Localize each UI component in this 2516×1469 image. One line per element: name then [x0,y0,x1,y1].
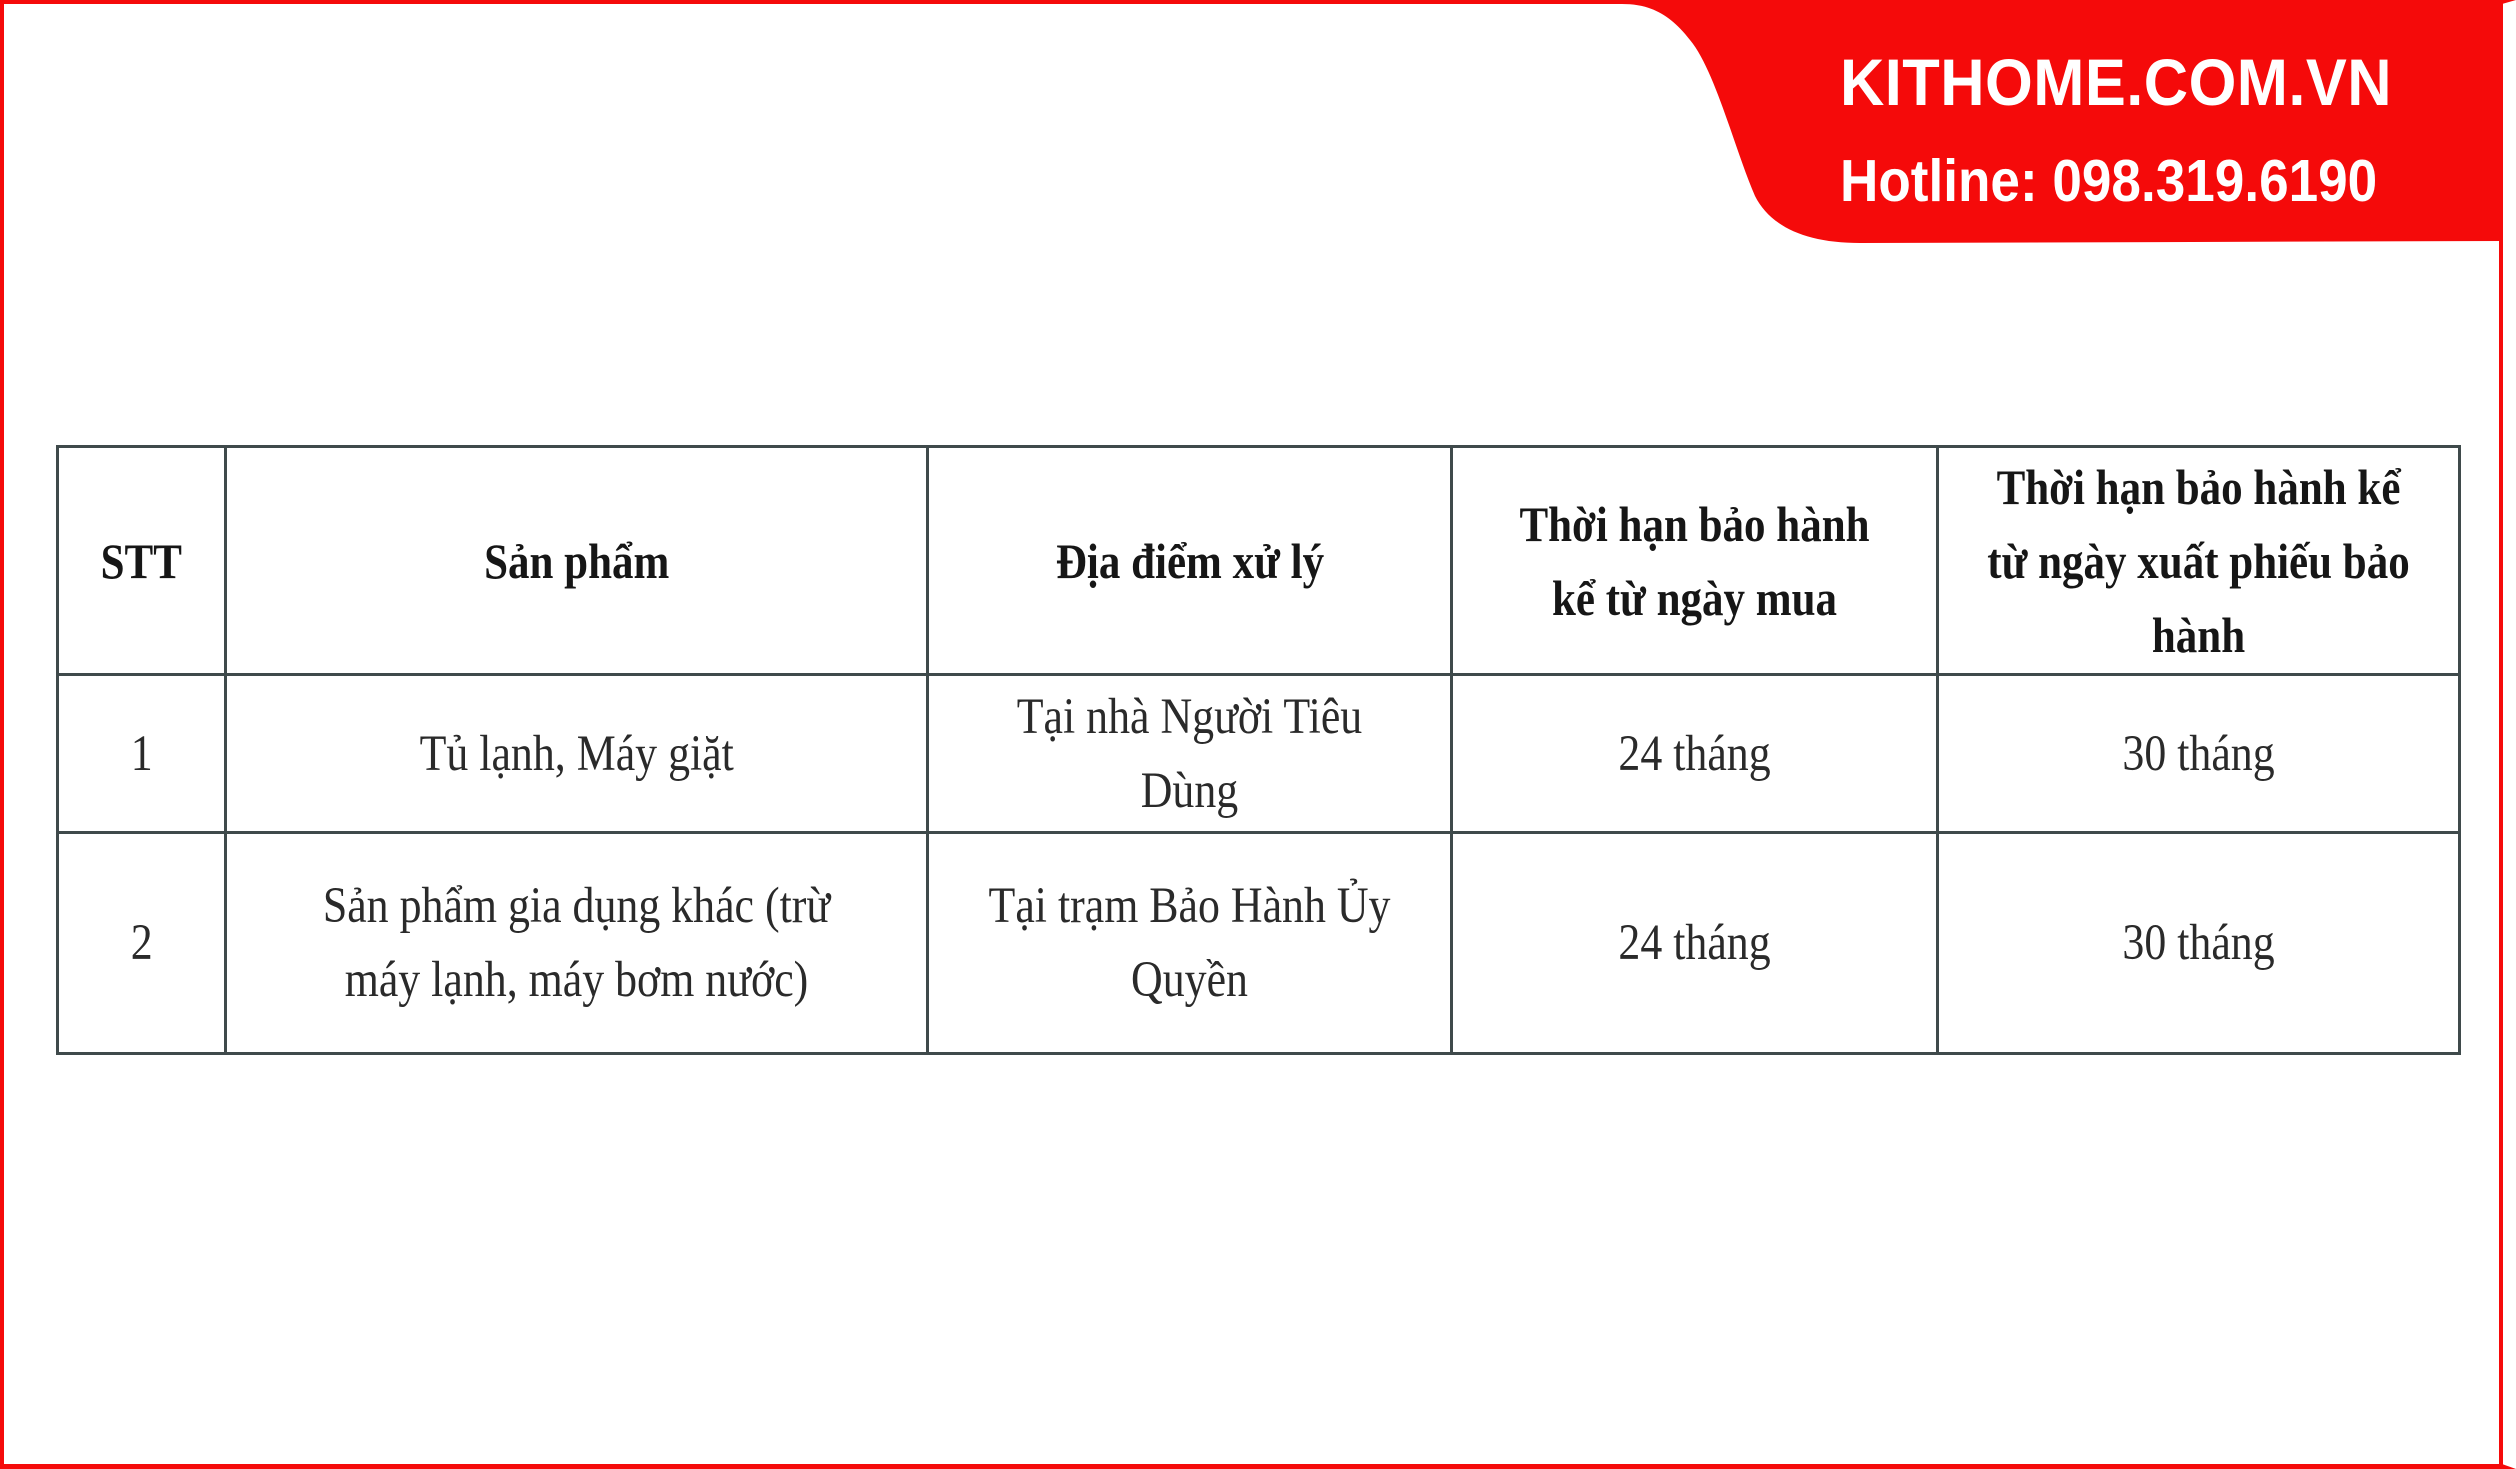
header-warranty-from-purchase: Thời hạn bảo hành kể từ ngày mua [1452,447,1938,675]
cell-stt: 2 [58,833,226,1054]
cell-warranty-from-card: 30 tháng [1938,833,2460,1054]
table-row [58,675,2460,833]
cell-warranty-from-card: 30 tháng [1938,675,2460,833]
brand-banner [0,0,2516,260]
cell-stt: 1 [58,675,226,833]
header-product: Sản phẩm [226,447,928,675]
cell-warranty-from-purchase: 24 tháng [1452,833,1938,1054]
cell-product: Tủ lạnh, Máy giặt [226,675,928,833]
cell-warranty-from-purchase: 24 tháng [1452,675,1938,833]
header-stt: STT [58,447,226,675]
hotline-number[interactable]: Hotline: 098.319.6190 [1840,148,2378,214]
warranty-table [56,445,2461,1055]
header-warranty-from-card: Thời hạn bảo hành kể từ ngày xuất phiếu bảo hành [1938,447,2460,675]
site-name[interactable]: KITHOME.COM.VN [1840,45,2393,119]
table-row [58,833,2460,1054]
cell-location: Tại nhà Người Tiêu Dùng [928,675,1452,833]
table-header-row [58,447,2460,675]
header-location: Địa điểm xử lý [928,447,1452,675]
banner-swoosh-shape [0,0,2516,260]
cell-product: Sản phẩm gia dụng khác (trừ máy lạnh, máy bơm nước) [226,833,928,1054]
cell-location: Tại trạm Bảo Hành Ủy Quyền [928,833,1452,1054]
